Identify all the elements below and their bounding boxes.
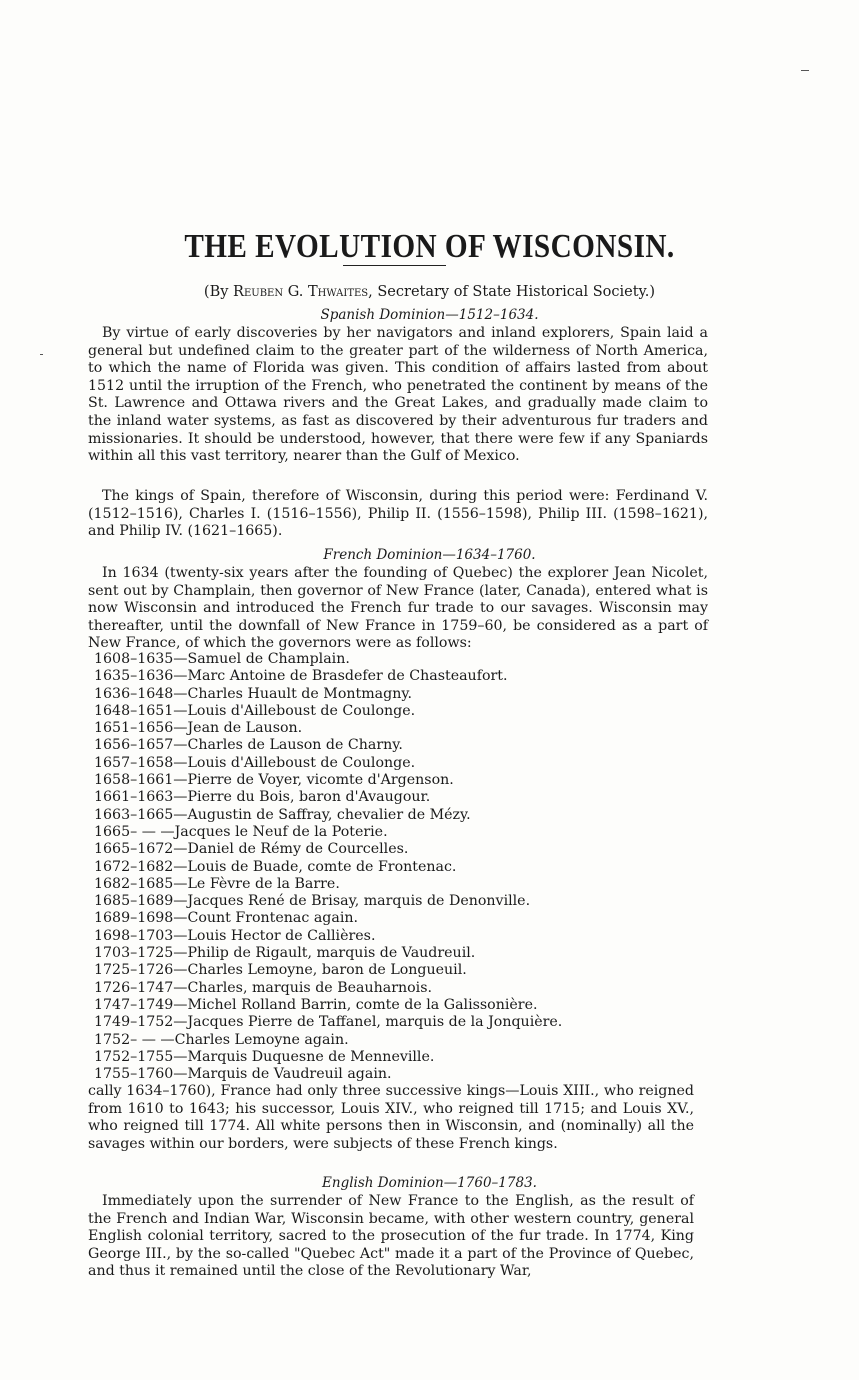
page-mark-left [40,354,43,355]
list-item: 1685–1689—Jacques René de Brisay, marquis de Denonville. [94,893,531,910]
list-item: 1658–1661—Pierre de Voyer, vicomte d'Argenson. [94,772,454,789]
page-mark-right [801,70,809,71]
byline-author: Reuben G. Thwaites, [233,284,373,300]
list-item: 1656–1657—Charles de Lauson de Charny. [94,737,403,754]
governors-list [94,651,562,1083]
list-item: 1752– — —Charles Lemoyne again. [94,1031,349,1048]
list-item: 1689–1698—Count Frontenac again. [94,910,359,927]
paragraph-english-1: Immediately upon the surrender of New France to the English, as the result of the French and Indian War, Wisconsin became, with other western country, general English colonial territory, sacred to the prosecution of the fur trade. In 1774, King George III., by the so-called "Quebec Act" made it a part of the Province of Quebec, and thus it remained until the close of the Revolutionary War, [88,1193,694,1280]
list-item: 1726–1747—Charles, marquis de Beauharnois. [94,979,432,996]
list-item: 1665–1672—Daniel de Rémy de Courcelles. [94,841,409,858]
paragraph-spanish-2: The kings of Spain, therefore of Wisconsin, during this period were: Ferdinand V. (1512–1516), Charles I. (1516–1556), Philip II. (1556–1598), Philip III. (1598–1621), and Philip IV. (1621–1665). [88,488,708,540]
list-item: 1672–1682—Louis de Buade, comte de Frontenac. [94,858,457,875]
byline [0,284,859,300]
list-item: 1682–1685—Le Fèvre de la Barre. [94,875,340,892]
byline-rest: Secretary of State Historical Society.) [372,284,656,300]
list-item: 1636–1648—Charles Huault de Montmagny. [94,685,412,702]
list-item: 1725–1726—Charles Lemoyne, baron de Longueuil. [94,962,467,979]
section-heading-spanish: Spanish Dominion—1512–1634. [320,307,539,323]
section-heading-french: French Dominion—1634–1760. [323,547,536,563]
list-item: 1665– — —Jacques le Neuf de la Poterie. [94,823,388,840]
list-item: 1635–1636—Marc Antoine de Brasdefer de Chasteaufort. [94,668,508,685]
list-item: 1698–1703—Louis Hector de Callières. [94,927,376,944]
paragraph-spanish-1: By virtue of early discoveries by her navigators and inland explorers, Spain laid a general but undefined claim to the greater part of the wilderness of North America, to which the name of Florida was given. This condition of affairs lasted from about 1512 until the irruption of the French, who penetrated the continent by means of the St. Lawrence and Ottawa rivers and the Great Lakes, and gradually made claim to the inland water systems, as fast as discovered by their adventurous fur traders and missionaries. It should be understood, however, that there were few if any Spaniards within all this vast territory, nearer than the Gulf of Mexico. [88,325,708,465]
list-item: 1661–1663—Pierre du Bois, baron d'Avaugour. [94,789,431,806]
list-item: 1752–1755—Marquis Duquesne de Menneville. [94,1048,435,1065]
list-item: 1749–1752—Jacques Pierre de Taffanel, marquis de la Jonquière. [94,1014,563,1031]
list-item: 1755–1760—Marquis de Vaudreuil again. [94,1066,392,1083]
section-heading-english: English Dominion—1760–1783. [322,1175,537,1191]
page-title: THE EVOLUTION OF WISCONSIN. [184,227,675,265]
byline-open: (By [203,284,234,300]
paragraph-french-1: In 1634 (twenty-six years after the founding of Quebec) the explorer Jean Nicolet, sent out by Champlain, then governor of New France (later, Canada), entered what is now Wisconsin and introduced the French fur trade to our savages. Wisconsin may thereafter, until the downfall of New France in 1759–60, be considered as a part of New France, of which the governors were as follows: [88,565,708,652]
paragraph-french-2: cally 1634–1760), France had only three successive kings—Louis XIII., who reigned from 1610 to 1643; his successor, Louis XIV., who reigned till 1715; and Louis XV., who reigned till 1774. All white persons then in Wisconsin, and (nominally) all the savages within our borders, were subjects of these French kings. [88,1083,694,1152]
list-item: 1663–1665—Augustin de Saffray, chevalier de Mézy. [94,806,471,823]
list-item: 1608–1635—Samuel de Champlain. [94,651,350,667]
title-divider [343,265,446,266]
list-item: 1657–1658—Louis d'Ailleboust de Coulonge. [94,754,416,771]
list-item: 1747–1749—Michel Rolland Barrin, comte de la Galissonière. [94,996,538,1013]
list-item: 1651–1656—Jean de Lauson. [94,720,303,737]
list-item: 1703–1725—Philip de Rigault, marquis de Vaudreuil. [94,945,476,962]
list-item: 1648–1651—Louis d'Ailleboust de Coulonge. [94,702,416,719]
